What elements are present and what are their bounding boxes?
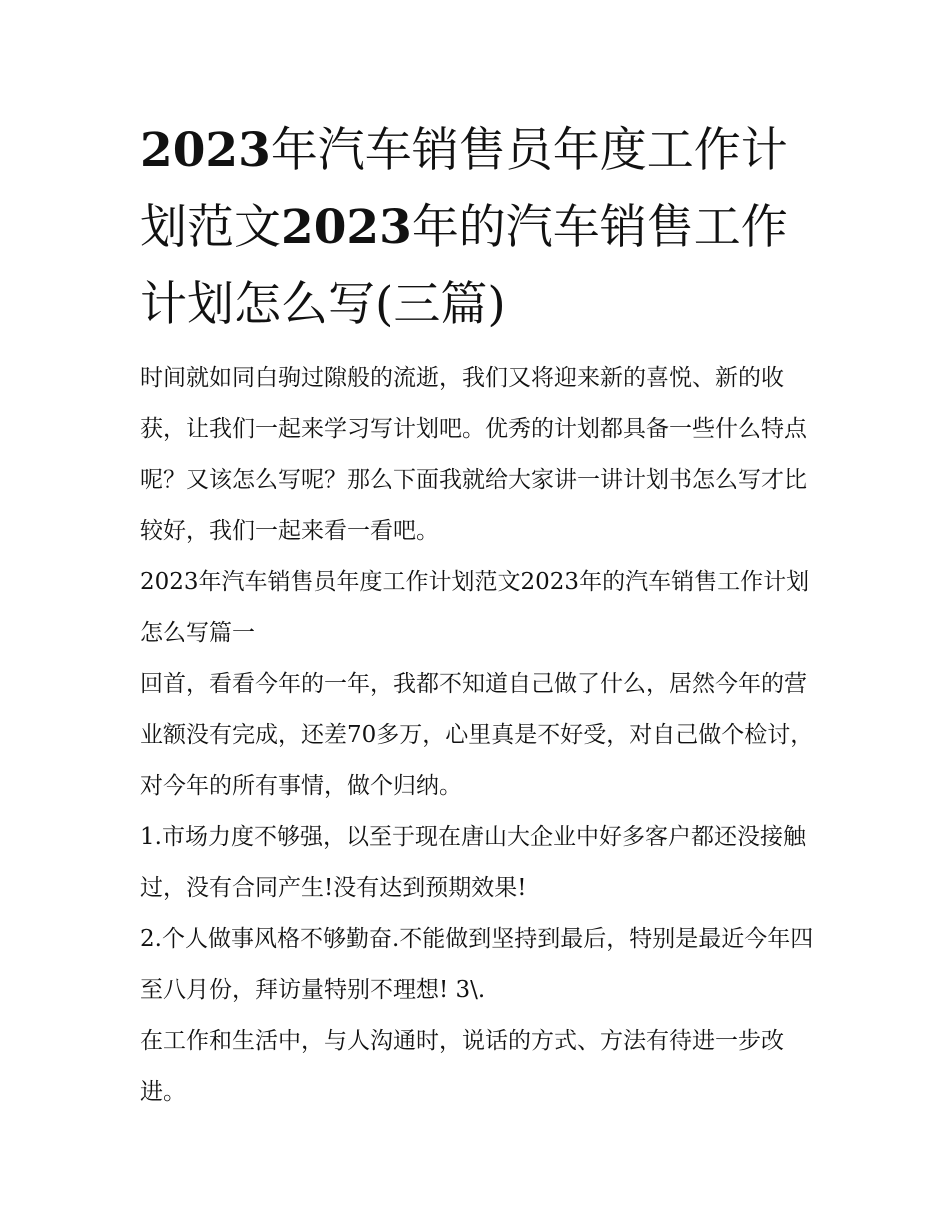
paragraph-review: 回首，看看今年的一年，我都不知道自己做了什么，居然今年的营业额没有完成，还差70多万，心里真是不好受，对自己做个检讨，对今年的所有事情，做个归纳。 — [140, 671, 814, 799]
paragraph-item-1: 1.市场力度不够强，以至于现在唐山大企业中好多客户都还没接触过，没有合同产生!没有达到预期效果! — [140, 824, 806, 901]
document-title: 2023年汽车销售员年度工作计划范文2023年的汽车销售工作计划怎么写(三篇) — [140, 123, 788, 332]
paragraph-intro: 时间就如同白驹过隙般的流逝，我们又将迎来新的喜悦、新的收获，让我们一起来学习写计划吧。优秀的计划都具备一些什么特点呢？又该怎么写呢？那么下面我就给大家讲一讲计划书怎么写才比较好，我们一起来看一看吧。 — [140, 365, 807, 544]
paragraph-item-2: 2.个人做事风格不够勤奋.不能做到坚持到最后，特别是最近今年四至八月份，拜访量特别不理想! 3\. — [140, 926, 814, 1003]
paragraph-section-heading: 2023年汽车销售员年度工作计划范文2023年的汽车销售工作计划怎么写篇一 — [140, 569, 810, 646]
document-body — [140, 353, 820, 1118]
paragraph-communication: 在工作和生活中，与人沟通时，说话的方式、方法有待进一步改进。 — [140, 1028, 784, 1105]
